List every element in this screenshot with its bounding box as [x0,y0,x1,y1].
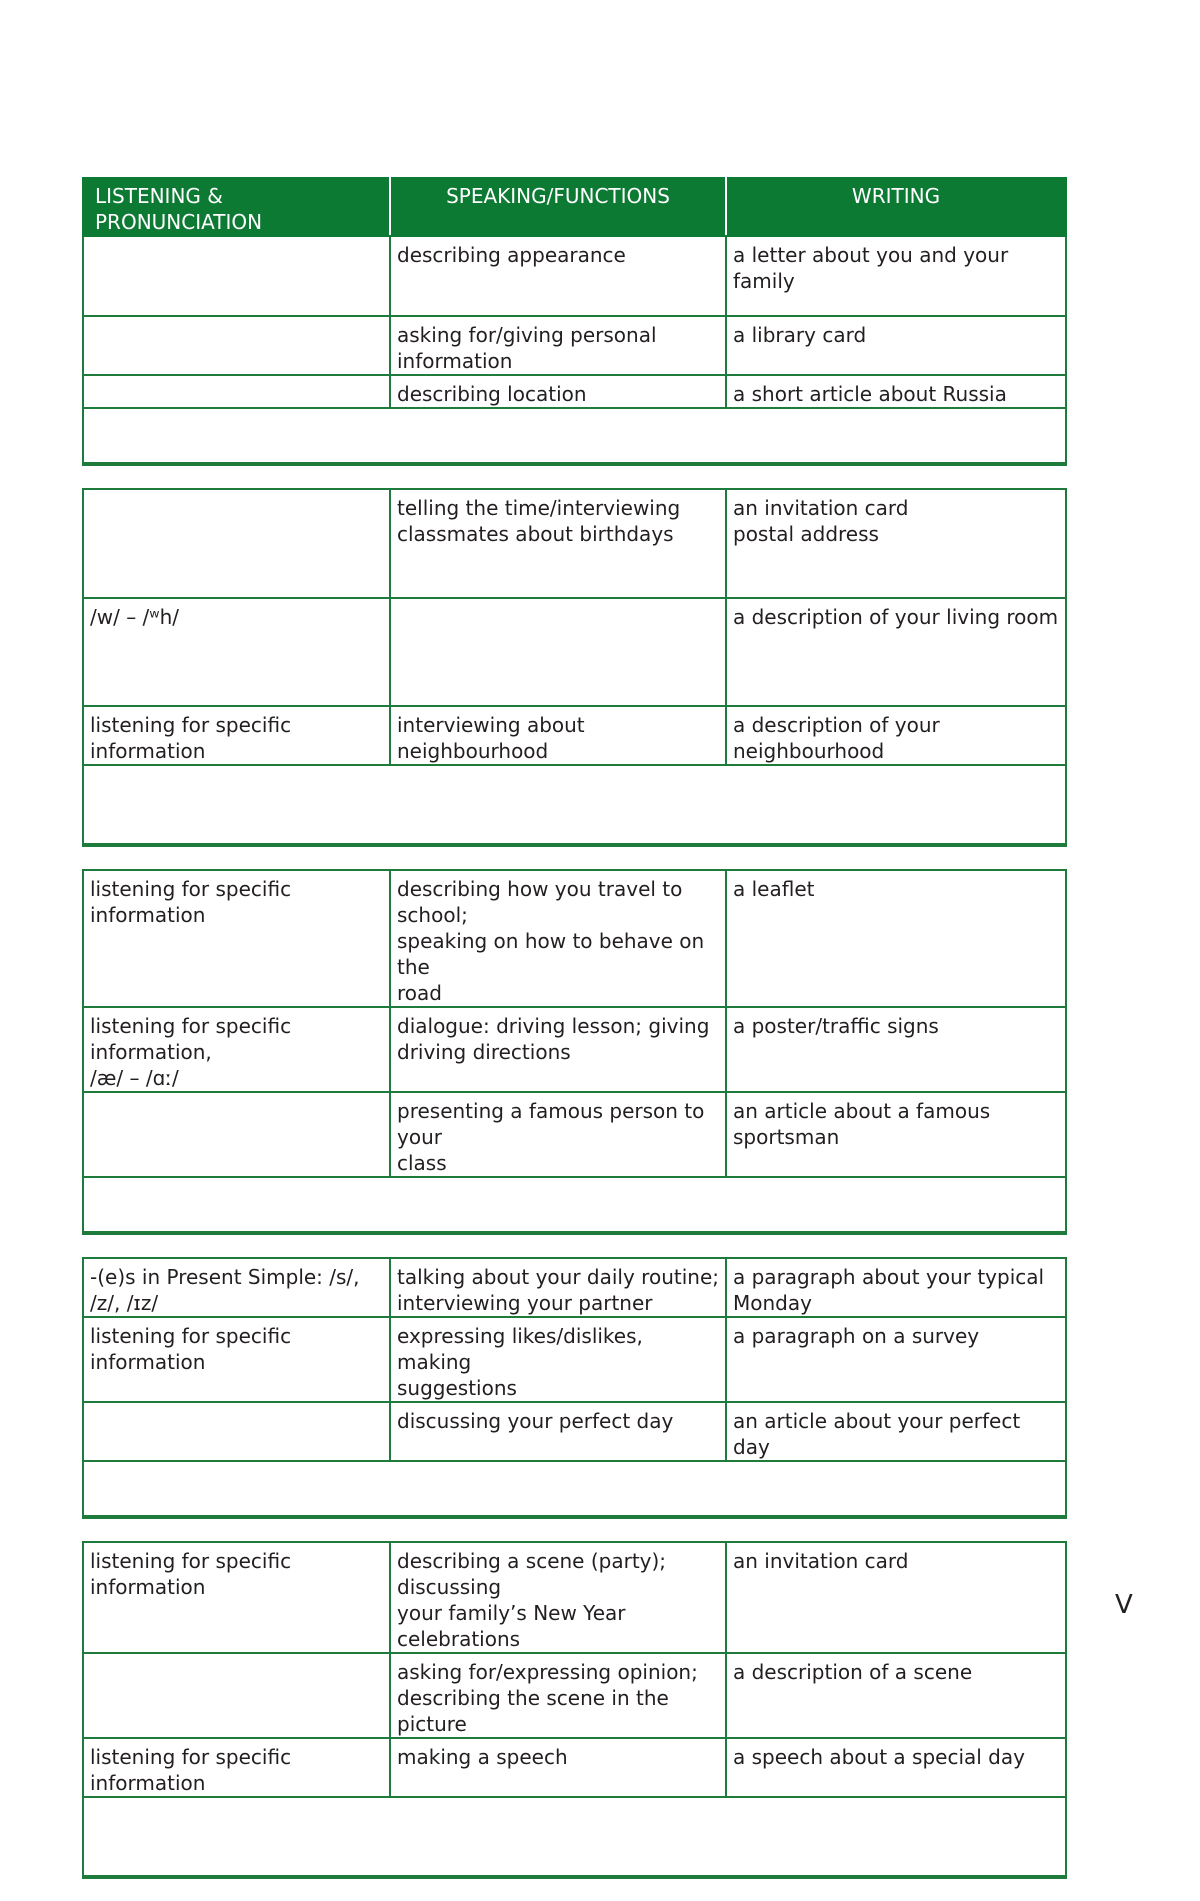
writing-cell-text: a description of your living room [733,605,1059,629]
spacer-row [83,1461,1066,1517]
writing-cell [726,1542,1066,1653]
writing-cell [726,1258,1066,1317]
speaking-cell [390,1542,726,1653]
speaking-cell-text: dialogue: driving lesson; giving driving directions [397,1014,710,1064]
listening-cell-text: listening for specific information [90,1745,292,1795]
listening-cell [83,236,390,316]
listening-cell-text: listening for specific information [90,877,292,927]
table-row [83,870,1066,1007]
table-row [83,489,1066,598]
speaking-cell [390,1653,726,1738]
writing-cell-text: an invitation card postal address [733,496,909,546]
speaking-cell-text: describing how you travel to school; speaking on how to behave on the road [397,877,705,1005]
speaking-cell [390,1007,726,1092]
unit-block-5 [82,1541,1065,1879]
listening-cell [83,1653,390,1738]
table-row [83,706,1066,765]
header-row [83,178,1066,236]
speaking-cell [390,489,726,598]
unit-block-4 [82,1257,1065,1519]
writing-cell [726,375,1066,408]
speaking-cell [390,1402,726,1461]
table-row [83,316,1066,375]
speaking-cell [390,1258,726,1317]
unit-block-3 [82,869,1065,1235]
writing-cell-text: a short article about Russia [733,382,1007,406]
writing-cell [726,489,1066,598]
listening-cell [83,706,390,765]
writing-cell-text: a library card [733,323,867,347]
table-row [83,1542,1066,1653]
table-row [83,1258,1066,1317]
speaking-cell-text: asking for/expressing opinion; describing the scene in the picture [397,1660,698,1736]
writing-cell-text: a poster/traffic signs [733,1014,939,1038]
empty-cell [83,408,1066,464]
syllabus-table [82,1257,1067,1519]
writing-cell [726,706,1066,765]
page-number: V [1115,1590,1133,1620]
listening-cell [83,489,390,598]
speaking-cell [390,236,726,316]
syllabus-table [82,1541,1067,1879]
table-row [83,1738,1066,1797]
speaking-cell-text: talking about your daily routine; interviewing your partner [397,1265,719,1315]
speaking-cell-text: describing location [397,382,587,406]
table-row [83,1007,1066,1092]
speaking-cell-text: describing appearance [397,243,626,267]
speaking-cell-text: making a speech [397,1745,568,1769]
writing-cell [726,598,1066,706]
unit-block-2 [82,488,1065,847]
writing-cell [726,316,1066,375]
header-speaking: SPEAKING/FUNCTIONS [390,178,726,236]
listening-cell-text: listening for specific information [90,713,292,763]
speaking-cell [390,375,726,408]
writing-cell-text: a paragraph on a survey [733,1324,980,1348]
speaking-cell [390,1738,726,1797]
syllabus-table [82,488,1067,847]
speaking-cell [390,706,726,765]
listening-cell [83,375,390,408]
listening-cell [83,870,390,1007]
table-row [83,375,1066,408]
speaking-cell [390,870,726,1007]
writing-cell [726,870,1066,1007]
spacer-row [83,765,1066,845]
spacer-row [83,1797,1066,1877]
syllabus-overview [82,177,1065,1901]
writing-cell-text: a speech about a special day [733,1745,1025,1769]
speaking-cell [390,1092,726,1177]
listening-cell-text: /w/ – /ʷh/ [90,605,180,629]
listening-cell [83,598,390,706]
empty-cell [83,765,1066,845]
unit-block-1 [82,177,1065,466]
listening-cell-text: listening for specific information [90,1549,292,1599]
speaking-cell [390,598,726,706]
table-row [83,1653,1066,1738]
header-writing: WRITING [726,178,1066,236]
listening-cell [83,316,390,375]
writing-cell [726,236,1066,316]
table-row [83,598,1066,706]
table-row [83,1092,1066,1177]
listening-cell-text: listening for specific information, /æ/ – /ɑː/ [90,1014,292,1090]
speaking-cell [390,1317,726,1402]
speaking-cell-text: presenting a famous person to your class [397,1099,705,1175]
speaking-cell-text: asking for/giving personal information [397,323,657,373]
writing-cell-text: a description of your neighbourhood [733,713,940,763]
empty-cell [83,1461,1066,1517]
speaking-cell-text: discussing your perfect day [397,1409,674,1433]
listening-cell [83,1317,390,1402]
writing-cell [726,1007,1066,1092]
listening-cell [83,1738,390,1797]
writing-cell-text: an article about your perfect day [733,1409,1021,1459]
writing-cell-text: an invitation card [733,1549,909,1573]
writing-cell-text: a paragraph about your typical Monday [733,1265,1045,1315]
speaking-cell [390,316,726,375]
writing-cell [726,1653,1066,1738]
syllabus-table [82,177,1067,466]
header-listening: LISTENING & PRONUNCIATION [83,178,390,236]
table-row [83,236,1066,316]
empty-cell [83,1177,1066,1233]
spacer-row [83,408,1066,464]
listening-cell [83,1092,390,1177]
writing-cell [726,1317,1066,1402]
speaking-cell-text: expressing likes/dislikes, making suggestions [397,1324,643,1400]
writing-cell [726,1738,1066,1797]
listening-cell-text: -(e)s in Present Simple: /s/, /z/, /ɪz/ [90,1265,360,1315]
speaking-cell-text: telling the time/interviewing classmates about birthdays [397,496,681,546]
listening-cell [83,1007,390,1092]
listening-cell [83,1258,390,1317]
writing-cell-text: an article about a famous sportsman [733,1099,991,1149]
syllabus-table [82,869,1067,1235]
speaking-cell-text: interviewing about neighbourhood [397,713,585,763]
listening-cell [83,1402,390,1461]
writing-cell-text: a description of a scene [733,1660,973,1684]
table-row [83,1317,1066,1402]
writing-cell-text: a leaflet [733,877,815,901]
listening-cell-text: listening for specific information [90,1324,292,1374]
empty-cell [83,1797,1066,1877]
writing-cell [726,1092,1066,1177]
listening-cell [83,1542,390,1653]
table-row [83,1402,1066,1461]
speaking-cell-text: describing a scene (party); discussing your family’s New Year celebrations [397,1549,667,1651]
writing-cell-text: a letter about you and your family [733,243,1009,293]
spacer-row [83,1177,1066,1233]
writing-cell [726,1402,1066,1461]
